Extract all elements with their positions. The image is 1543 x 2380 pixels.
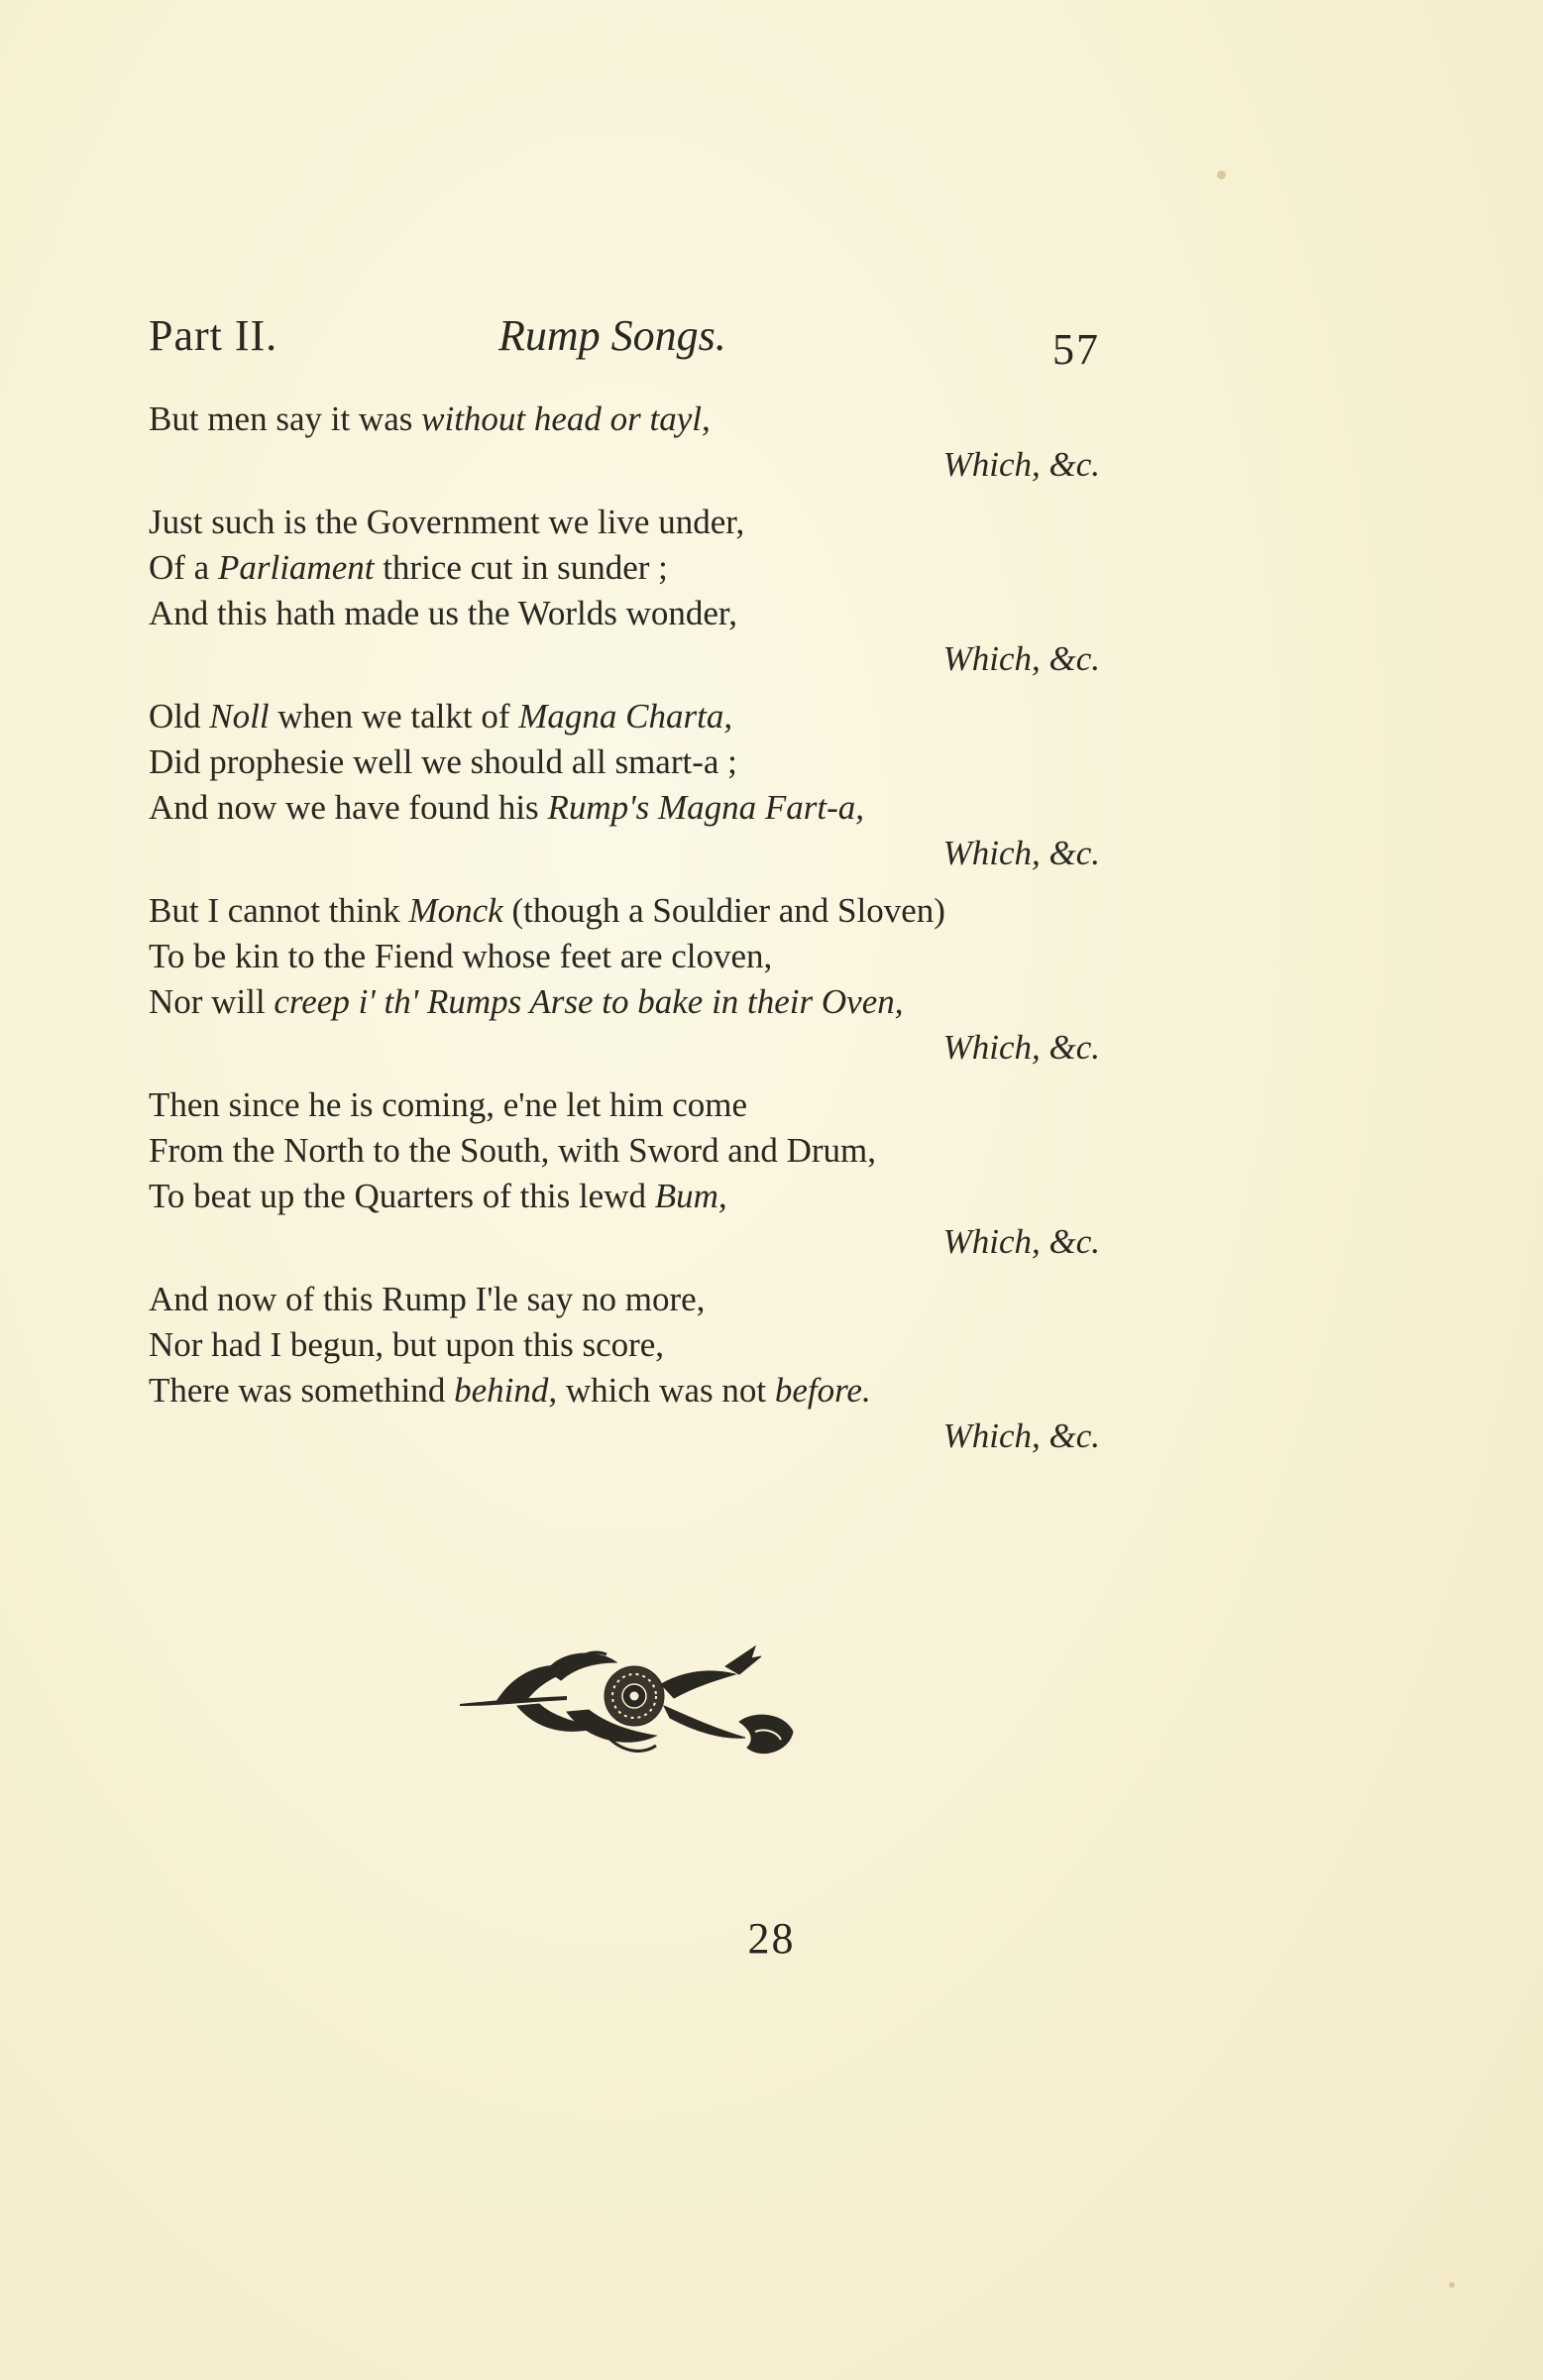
italic-segment: Bum, <box>654 1177 727 1215</box>
text-segment: But I cannot think <box>149 891 409 930</box>
text-segment: thrice cut in sunder ; <box>374 548 668 587</box>
text-segment: Then since he is coming, e'ne let him come <box>149 1085 748 1124</box>
text-segment: Old <box>149 697 210 736</box>
italic-segment: Noll <box>209 697 270 736</box>
signature-mark: 28 <box>747 1914 796 1963</box>
refrain-line: Which, &c. <box>942 834 1100 872</box>
stanza <box>149 694 1100 876</box>
text-segment: To beat up the Quarters of this lewd <box>149 1177 655 1215</box>
poem-text <box>149 397 1100 1471</box>
text-segment: Just such is the Government we live under, <box>149 503 745 541</box>
poem-line <box>149 1082 1100 1128</box>
italic-segment: before. <box>774 1371 871 1410</box>
stanza <box>149 1082 1100 1265</box>
poem-line <box>149 545 1100 591</box>
text-segment: Did prophesie well we should all smart-a ; <box>149 742 737 781</box>
poem-line <box>149 1368 1100 1414</box>
page-number: 57 <box>1052 325 1100 374</box>
text-segment: And now of this Rump I'le say no more, <box>149 1280 706 1318</box>
refrain-line: Which, &c. <box>942 639 1100 678</box>
poem-line <box>149 934 1100 979</box>
text-segment: To be kin to the Fiend whose feet are cloven, <box>149 937 773 975</box>
poem-line <box>149 1322 1100 1368</box>
running-title: Rump Songs. <box>498 311 726 360</box>
refrain-line: Which, &c. <box>942 1028 1100 1067</box>
stanza <box>149 500 1100 682</box>
poem-line <box>149 694 1100 739</box>
poem-line <box>149 1277 1100 1322</box>
poem-line <box>149 397 1100 442</box>
part-label: Part II. <box>149 311 278 360</box>
italic-segment: Magna Charta, <box>518 697 733 736</box>
refrain-line: Which, &c. <box>942 445 1100 484</box>
poem-line <box>149 1174 1100 1219</box>
paper-speck <box>1449 2282 1455 2288</box>
italic-segment: creep i' th' Rumps Arse to bake in their Oven, <box>274 982 904 1021</box>
italic-segment: Monck <box>408 891 503 930</box>
stanza <box>149 888 1100 1071</box>
poem-line <box>149 888 1100 934</box>
text-segment: Nor had I begun, but upon this score, <box>149 1325 665 1364</box>
poem-line <box>149 1128 1100 1174</box>
italic-segment: Parliament <box>217 548 375 587</box>
poem-line <box>149 500 1100 545</box>
italic-segment: Rump's Magna Fart-a, <box>547 788 864 827</box>
refrain-line: Which, &c. <box>942 1222 1100 1261</box>
text-segment: And now we have found his <box>149 788 548 827</box>
stanza <box>149 1277 1100 1459</box>
text-segment: There was somethind <box>149 1371 455 1410</box>
poem-line <box>149 739 1100 785</box>
text-segment: And this hath made us the Worlds wonder, <box>149 594 737 632</box>
text-segment: which was not <box>557 1371 775 1410</box>
italic-segment: without head or tayl, <box>421 399 711 438</box>
italic-segment: behind, <box>454 1371 558 1410</box>
refrain-line: Which, &c. <box>942 1417 1100 1455</box>
stanza <box>149 397 1100 488</box>
text-segment: Of a <box>149 548 218 587</box>
poem-line <box>149 979 1100 1025</box>
text-segment: From the North to the South, with Sword and Drum, <box>149 1131 876 1170</box>
text-segment: Nor will <box>149 982 275 1021</box>
text-segment: But men say it was <box>149 399 422 438</box>
floral-tailpiece-icon <box>458 1641 801 1759</box>
text-segment: when we talkt of <box>269 697 519 736</box>
running-head <box>149 302 1100 372</box>
text-segment: (though a Souldier and Sloven) <box>502 891 945 930</box>
poem-line <box>149 785 1100 831</box>
poem-line <box>149 591 1100 636</box>
paper-speck <box>1217 170 1226 179</box>
